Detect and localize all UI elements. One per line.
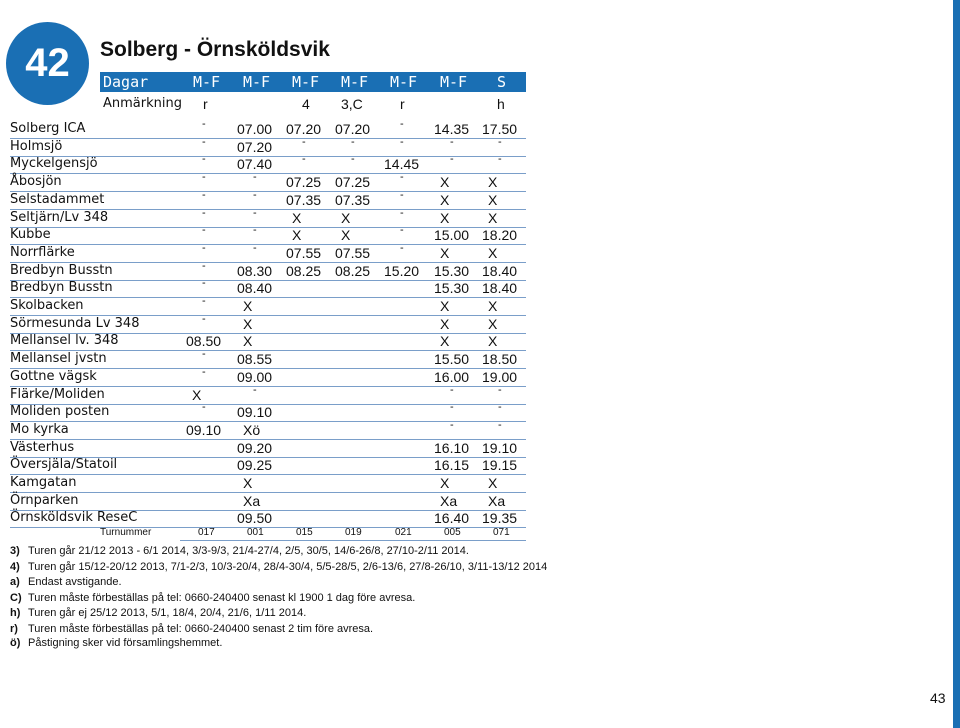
time-cell: - — [351, 136, 355, 148]
note-key: ö) — [10, 637, 21, 649]
time-cell: X — [488, 316, 498, 332]
time-cell: 18.50 — [482, 351, 518, 367]
time-cell: 07.20 — [286, 121, 322, 137]
note-key: 3) — [10, 545, 20, 557]
time-cell: - — [202, 153, 206, 165]
stop-name: Mo kyrka — [10, 422, 69, 437]
time-cell: 14.45 — [384, 156, 420, 172]
time-cell: Xö — [243, 422, 261, 438]
time-cell: 15.50 — [434, 351, 470, 367]
page-number: 43 — [930, 690, 946, 706]
time-cell: 16.40 — [434, 510, 470, 526]
time-cell: - — [351, 153, 355, 165]
time-cell: 18.40 — [482, 280, 518, 296]
note-o — [10, 637, 222, 649]
time-cell: 09.00 — [237, 369, 273, 385]
note-a — [10, 576, 122, 588]
time-cell: X — [243, 475, 253, 491]
note-r — [10, 623, 373, 635]
time-cell: X — [488, 333, 498, 349]
time-cell: 19.15 — [482, 457, 518, 473]
time-cell: - — [202, 401, 206, 413]
note-text: Turen går ej 25/12 2013, 5/1, 18/4, 20/4, 21/6, 1/11 2014. — [28, 607, 307, 619]
day-col-2: M-F — [243, 73, 271, 91]
note-text: Turen måste förbeställas på tel: 0660-240400 senast kl 1900 1 dag före avresa. — [28, 592, 416, 604]
time-cell: - — [400, 224, 404, 236]
time-cell: - — [253, 224, 257, 236]
time-cell: - — [202, 366, 206, 378]
time-cell: X — [488, 475, 498, 491]
time-cell: - — [202, 348, 206, 360]
time-cell: 08.55 — [237, 351, 273, 367]
time-cell: Xa — [440, 493, 458, 509]
time-cell: - — [498, 153, 502, 165]
day-col-4: M-F — [341, 73, 369, 91]
time-cell: 09.50 — [237, 510, 273, 526]
time-cell: - — [400, 189, 404, 201]
turnummer-2: 001 — [247, 527, 264, 538]
time-cell: Xa — [243, 493, 261, 509]
turnummer-1: 017 — [198, 527, 215, 538]
note-text: Turen måste förbeställas på tel: 0660-240400 senast 2 tim före avresa. — [28, 623, 374, 635]
time-cell: - — [450, 384, 454, 396]
time-cell: - — [302, 136, 306, 148]
stop-name: Västerhus — [10, 440, 75, 455]
time-cell: - — [202, 224, 206, 236]
time-cell: - — [400, 207, 404, 219]
turnummer-6: 005 — [444, 527, 461, 538]
time-cell: - — [202, 277, 206, 289]
turnummer-rule — [180, 540, 526, 541]
time-cell: - — [202, 118, 206, 130]
time-cell: X — [292, 227, 302, 243]
remark-7: h — [497, 96, 505, 112]
stop-name: Örnsköldsvik ReseC — [10, 510, 138, 525]
time-cell: - — [202, 295, 206, 307]
day-col-3: M-F — [292, 73, 320, 91]
time-cell: - — [202, 136, 206, 148]
time-cell: - — [253, 189, 257, 201]
time-cell: 19.35 — [482, 510, 518, 526]
time-cell: 17.50 — [482, 121, 518, 137]
time-cell: 07.20 — [335, 121, 371, 137]
time-cell: 19.00 — [482, 369, 518, 385]
note-key: C) — [10, 592, 22, 604]
time-cell: - — [498, 419, 502, 431]
time-cell: - — [202, 260, 206, 272]
stop-name: Seltjärn/Lv 348 — [10, 210, 109, 225]
time-cell: 09.25 — [237, 457, 273, 473]
time-cell: X — [488, 245, 498, 261]
time-cell: 09.10 — [186, 422, 222, 438]
note-c — [10, 592, 415, 604]
time-cell: - — [202, 313, 206, 325]
time-cell: 07.35 — [286, 192, 322, 208]
time-cell: 08.30 — [237, 263, 273, 279]
time-cell: - — [498, 401, 502, 413]
time-cell: - — [302, 153, 306, 165]
remark-label: Anmärkning — [103, 96, 182, 111]
note-text: Endast avstigande. — [28, 576, 122, 588]
note-text: Turen går 15/12-20/12 2013, 7/1-2/3, 10/3-20/4, 28/4-30/4, 5/5-28/5, 2/6-13/6, 27/8-26/10, 3/11-13/12 2014 — [28, 561, 548, 573]
time-cell: - — [202, 171, 206, 183]
time-cell: - — [400, 242, 404, 254]
time-cell: X — [488, 174, 498, 190]
time-cell: X — [440, 174, 450, 190]
time-cell: - — [498, 136, 502, 148]
stop-name: Kamgatan — [10, 475, 77, 490]
time-cell: X — [440, 316, 450, 332]
time-cell: 08.50 — [186, 333, 222, 349]
time-cell: - — [400, 118, 404, 130]
remark-1: r — [203, 96, 208, 112]
time-cell: 15.00 — [434, 227, 470, 243]
time-cell: 07.00 — [237, 121, 273, 137]
turnummer-7: 071 — [493, 527, 510, 538]
stop-name: Bredbyn Busstn — [10, 280, 113, 295]
time-cell: X — [488, 210, 498, 226]
note-key: h) — [10, 607, 21, 619]
time-cell: 07.40 — [237, 156, 273, 172]
stop-name: Gottne vägsk — [10, 369, 97, 384]
stop-name: Solberg ICA — [10, 121, 86, 136]
stop-name: Översjäla/Statoil — [10, 457, 118, 472]
remark-3: 4 — [302, 96, 310, 112]
note-text: Turen går 21/12 2013 - 6/1 2014, 3/3-9/3, 21/4-27/4, 2/5, 30/5, 14/6-26/8, 27/10-2/11 2014. — [28, 545, 469, 557]
time-cell: - — [450, 401, 454, 413]
time-cell: X — [440, 298, 450, 314]
turnummer-label: Turnummer — [100, 527, 152, 538]
time-cell: X — [243, 316, 253, 332]
stop-name: Örnparken — [10, 493, 79, 508]
time-cell: X — [341, 227, 351, 243]
stop-name: Myckelgensjö — [10, 156, 98, 171]
time-cell: - — [253, 171, 257, 183]
stop-name: Skolbacken — [10, 298, 84, 313]
time-cell: 07.25 — [286, 174, 322, 190]
time-cell: 09.20 — [237, 440, 273, 456]
time-cell: X — [243, 298, 253, 314]
time-cell: 08.25 — [286, 263, 322, 279]
time-cell: - — [253, 384, 257, 396]
time-cell: 16.15 — [434, 457, 470, 473]
note-key: a) — [10, 576, 20, 588]
time-cell: - — [202, 189, 206, 201]
time-cell: - — [253, 242, 257, 254]
time-cell: 09.10 — [237, 404, 273, 420]
time-cell: - — [400, 136, 404, 148]
time-cell: X — [440, 245, 450, 261]
stop-name: Sörmesunda Lv 348 — [10, 316, 140, 331]
page-edge-strip — [953, 0, 960, 728]
day-col-1: M-F — [193, 73, 221, 91]
time-cell: 08.40 — [237, 280, 273, 296]
time-cell: 08.25 — [335, 263, 371, 279]
time-cell: 16.00 — [434, 369, 470, 385]
turnummer-5: 021 — [395, 527, 412, 538]
day-col-6: M-F — [440, 73, 468, 91]
note-text: Påstigning sker vid församlingshemmet. — [28, 637, 223, 649]
time-cell: 07.55 — [335, 245, 371, 261]
stop-name: Bredbyn Busstn — [10, 263, 113, 278]
time-cell: X — [488, 298, 498, 314]
stop-name: Selstadammet — [10, 192, 105, 207]
route-title: Solberg - Örnsköldsvik — [100, 38, 330, 61]
time-cell: 15.30 — [434, 263, 470, 279]
time-cell: - — [450, 153, 454, 165]
time-cell: - — [202, 242, 206, 254]
day-col-7: S — [497, 73, 507, 91]
time-cell: 07.35 — [335, 192, 371, 208]
stop-name: Mellansel jvstn — [10, 351, 107, 366]
time-cell: 18.20 — [482, 227, 518, 243]
note-key: 4) — [10, 561, 20, 573]
turnummer-3: 015 — [296, 527, 313, 538]
time-cell: 07.20 — [237, 139, 273, 155]
note-h — [10, 607, 306, 619]
stop-name: Kubbe — [10, 227, 51, 242]
time-cell: - — [400, 171, 404, 183]
day-col-5: M-F — [390, 73, 418, 91]
note-4 — [10, 561, 547, 573]
stop-name: Åbosjön — [10, 174, 62, 189]
time-cell: X — [440, 333, 450, 349]
time-cell: - — [450, 419, 454, 431]
remark-5: r — [400, 96, 405, 112]
turnummer-4: 019 — [345, 527, 362, 538]
time-cell: 14.35 — [434, 121, 470, 137]
time-cell: - — [498, 384, 502, 396]
time-cell: 16.10 — [434, 440, 470, 456]
stop-name: Mellansel lv. 348 — [10, 333, 119, 348]
time-cell: X — [440, 192, 450, 208]
stop-name: Moliden posten — [10, 404, 110, 419]
time-cell: X — [440, 475, 450, 491]
time-cell: 19.10 — [482, 440, 518, 456]
days-label: Dagar — [103, 73, 149, 91]
time-cell: X — [440, 210, 450, 226]
time-cell: 15.30 — [434, 280, 470, 296]
route-number-badge: 42 — [6, 22, 89, 105]
time-cell: X — [292, 210, 302, 226]
time-cell: 18.40 — [482, 263, 518, 279]
stop-name: Norrflärke — [10, 245, 75, 260]
remark-4: 3,C — [341, 96, 363, 112]
time-cell: - — [450, 136, 454, 148]
time-cell: X — [192, 387, 202, 403]
time-cell: X — [488, 192, 498, 208]
time-cell: Xa — [488, 493, 506, 509]
time-cell: X — [341, 210, 351, 226]
time-cell: - — [202, 207, 206, 219]
time-cell: - — [253, 207, 257, 219]
note-key: r) — [10, 623, 18, 635]
stop-name: Holmsjö — [10, 139, 63, 154]
note-3 — [10, 545, 469, 557]
time-cell: 07.25 — [335, 174, 371, 190]
row-rule — [10, 421, 526, 422]
time-cell: X — [243, 333, 253, 349]
time-cell: 07.55 — [286, 245, 322, 261]
stop-name: Flärke/Moliden — [10, 387, 105, 402]
time-cell: 15.20 — [384, 263, 420, 279]
